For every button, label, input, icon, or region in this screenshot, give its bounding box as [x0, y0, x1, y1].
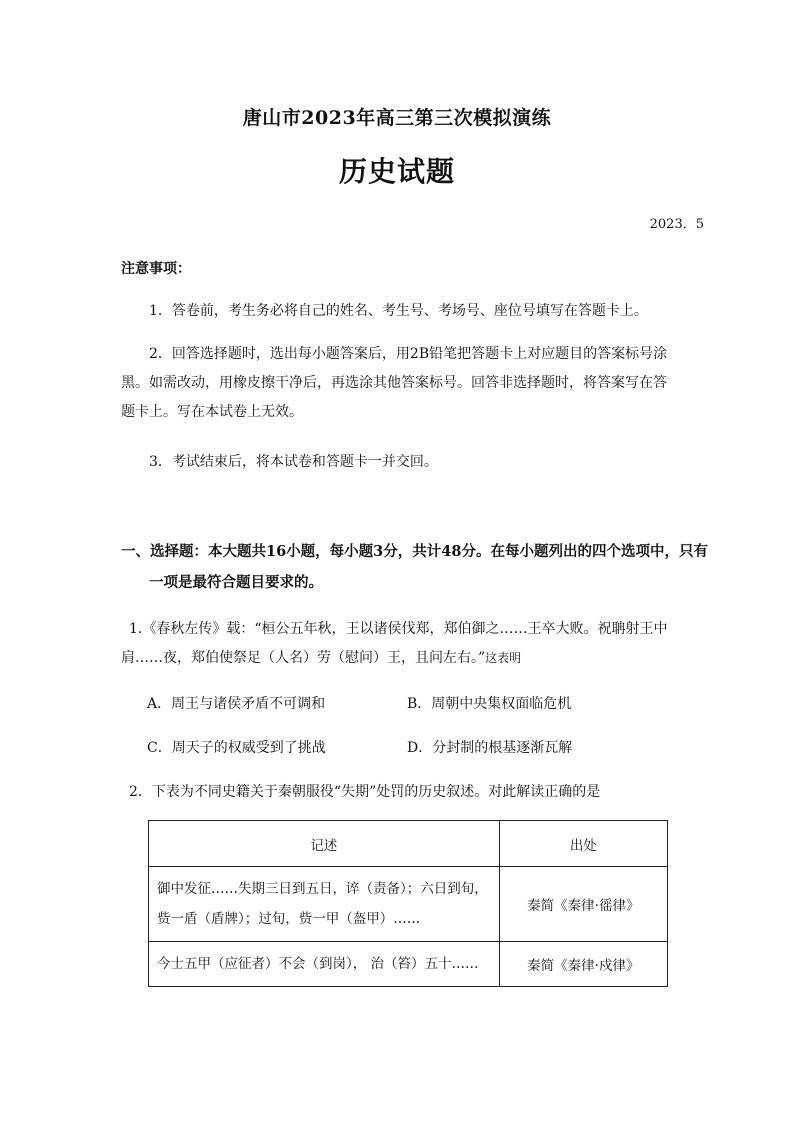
table-cell-source: 秦简《秦律·徭律》: [499, 867, 667, 942]
table-header-record: 记述: [149, 821, 500, 867]
table-cell-record: 御中发征……失期三日到五日，谇（责备）；六日到旬，赀一盾（盾牌）；过旬，赀一甲（盔甲）……: [149, 867, 500, 942]
subject-title: 历史试题: [338, 155, 455, 188]
question-1-option-c: C．周天子的权威受到了挑战: [147, 740, 326, 756]
question-1-option-d: D．分封制的根基逐渐瓦解: [407, 740, 573, 756]
question-2-stem: 2．下表为不同史籍关于秦朝服役“失期”处罚的历史叙述。对此解读正确的是: [129, 784, 601, 800]
notice-item-2: 2．回答选择题时，选出每小题答案后，用2B铅笔把答题卡上对应题目的答案标号涂黑。如需改动，用橡皮擦干净后，再选涂其他答案标号。回答非选择题时，将答案写在答题卡上。写在本试卷上无效。: [121, 346, 668, 420]
question-1-tail: 这表明: [485, 651, 522, 665]
notice-heading: 注意事项：: [121, 261, 191, 277]
question-1-option-a: A．周王与诸侯矛盾不可调和: [147, 696, 326, 712]
question-1-text: 1.《春秋左传》载：“桓公五年秋，王以诸侯伐郑，郑伯御之……王卒大败。祝聃射王中肩……夜，郑伯使祭足（人名）劳（慰问）王，且问左右。”: [121, 621, 668, 666]
section-heading: 一、选择题：本大题共16小题，每小题3分，共计48分。在每小题列出的四个选项中，只有一项是最符合题目要求的。: [121, 543, 708, 591]
notice-item-3: 3．考试结束后，将本试卷和答题卡一并交回。: [149, 454, 438, 470]
notice-item-1: 1．答卷前，考生务必将自己的姓名、考生号、考场号、座位号填写在答题卡上。: [149, 303, 648, 319]
exam-title: 唐山市2023年高三第三次模拟演练: [242, 107, 552, 129]
exam-date: 2023．5: [649, 217, 704, 232]
table-row: [149, 867, 668, 942]
table-row: [149, 942, 668, 987]
question-2-table: [148, 820, 668, 987]
table-cell-record: 今士五甲（应征者）不会（到岗）， 治（笞）五十……: [149, 942, 500, 987]
question-1-option-b: B．周朝中央集权面临危机: [407, 696, 572, 712]
question-1-stem: [121, 615, 677, 673]
table-cell-source: 秦简《秦律·戍律》: [499, 942, 667, 987]
table-header-row: [149, 821, 668, 867]
table-header-source: 出处: [499, 821, 667, 867]
